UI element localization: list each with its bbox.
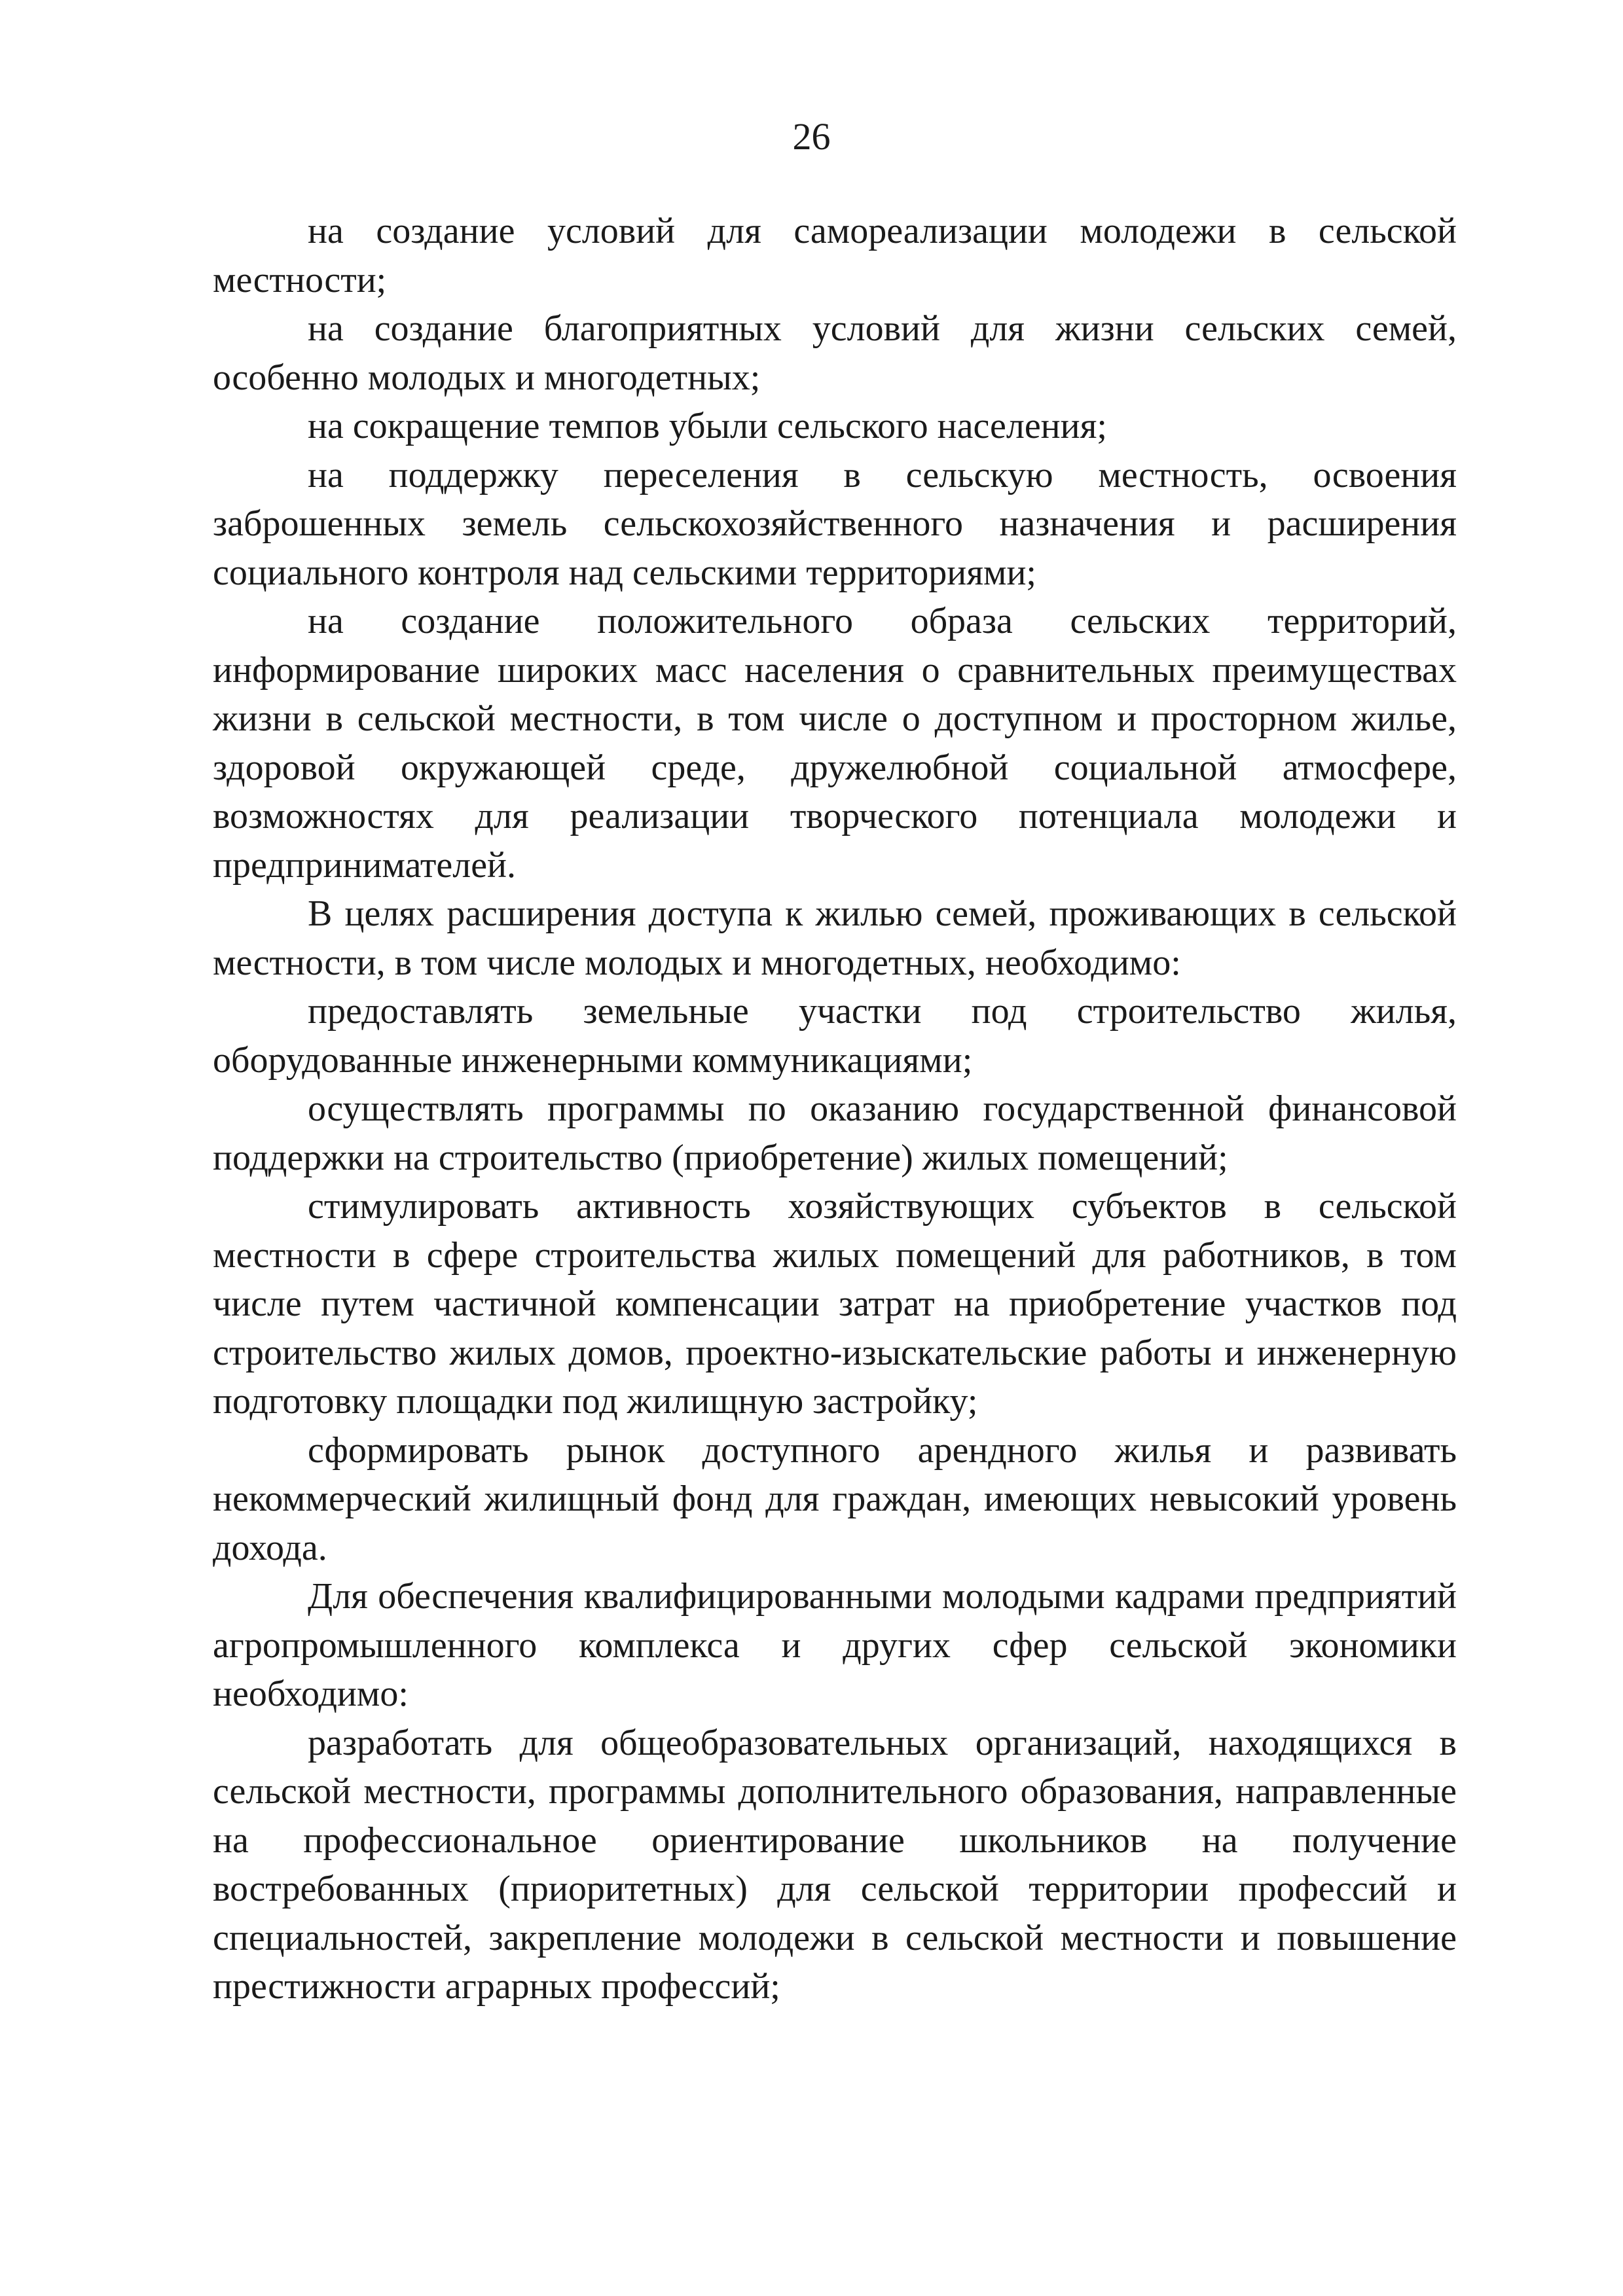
- paragraph: на создание благоприятных условий для жизни сельских семей, особенно молодых и многодетных;: [213, 308, 1457, 398]
- paragraph: на сокращение темпов убыли сельского населения;: [308, 406, 1107, 446]
- paragraph: на создание условий для самореализации молодежи в сельской местности;: [213, 211, 1457, 300]
- document-body: [213, 207, 1457, 2011]
- paragraph: В целях расширения доступа к жилью семей, проживающих в сельской местности, в том числе молодых и многодетных, необходимо:: [213, 893, 1457, 983]
- paragraph: стимулировать активность хозяйствующих субъектов в сельской местности в сфере строительства жилых помещений для работников, в том числе путем частичной компенсации затрат на приобретение участков под строительство жилых домов, проектно-изыскательские работы и инженерную подготовку площадки под жилищную застройку;: [213, 1186, 1457, 1422]
- paragraph: на поддержку переселения в сельскую местность, освоения заброшенных земель сельскохозяйственного назначения и расширения социального контроля над сельскими территориями;: [213, 454, 1457, 593]
- paragraph: Для обеспечения квалифицированными молодыми кадрами предприятий агропромышленного комплекса и других сфер сельской экономики необходимо:: [213, 1576, 1457, 1714]
- paragraph: осуществлять программы по оказанию государственной финансовой поддержки на строительство (приобретение) жилых помещений;: [213, 1088, 1457, 1178]
- paragraph: на создание положительного образа сельских территорий, информирование широких масс населения о сравнительных преимуществах жизни в сельской местности, в том числе о доступном и просторном жилье, здоровой окружающей среде, дружелюбной социальной атмосфере, возможностях для реализации творческого потенциала молодежи и предпринимателей.: [213, 601, 1457, 886]
- page-number: 26: [792, 115, 831, 158]
- paragraph: сформировать рынок доступного арендного жилья и развивать некоммерческий жилищный фонд для граждан, имеющих невысокий уровень дохода.: [213, 1429, 1457, 1568]
- paragraph: предоставлять земельные участки под строительство жилья, оборудованные инженерными коммуникациями;: [213, 991, 1457, 1081]
- paragraph: разработать для общеобразовательных организаций, находящихся в сельской местности, программы дополнительного образования, направленные на профессиональное ориентирование школьников на получение востребованных (приоритетных) для сельской территории профессий и специальностей, закрепление молодежи в сельской местности и повышение престижности аграрных профессий;: [213, 1722, 1457, 2007]
